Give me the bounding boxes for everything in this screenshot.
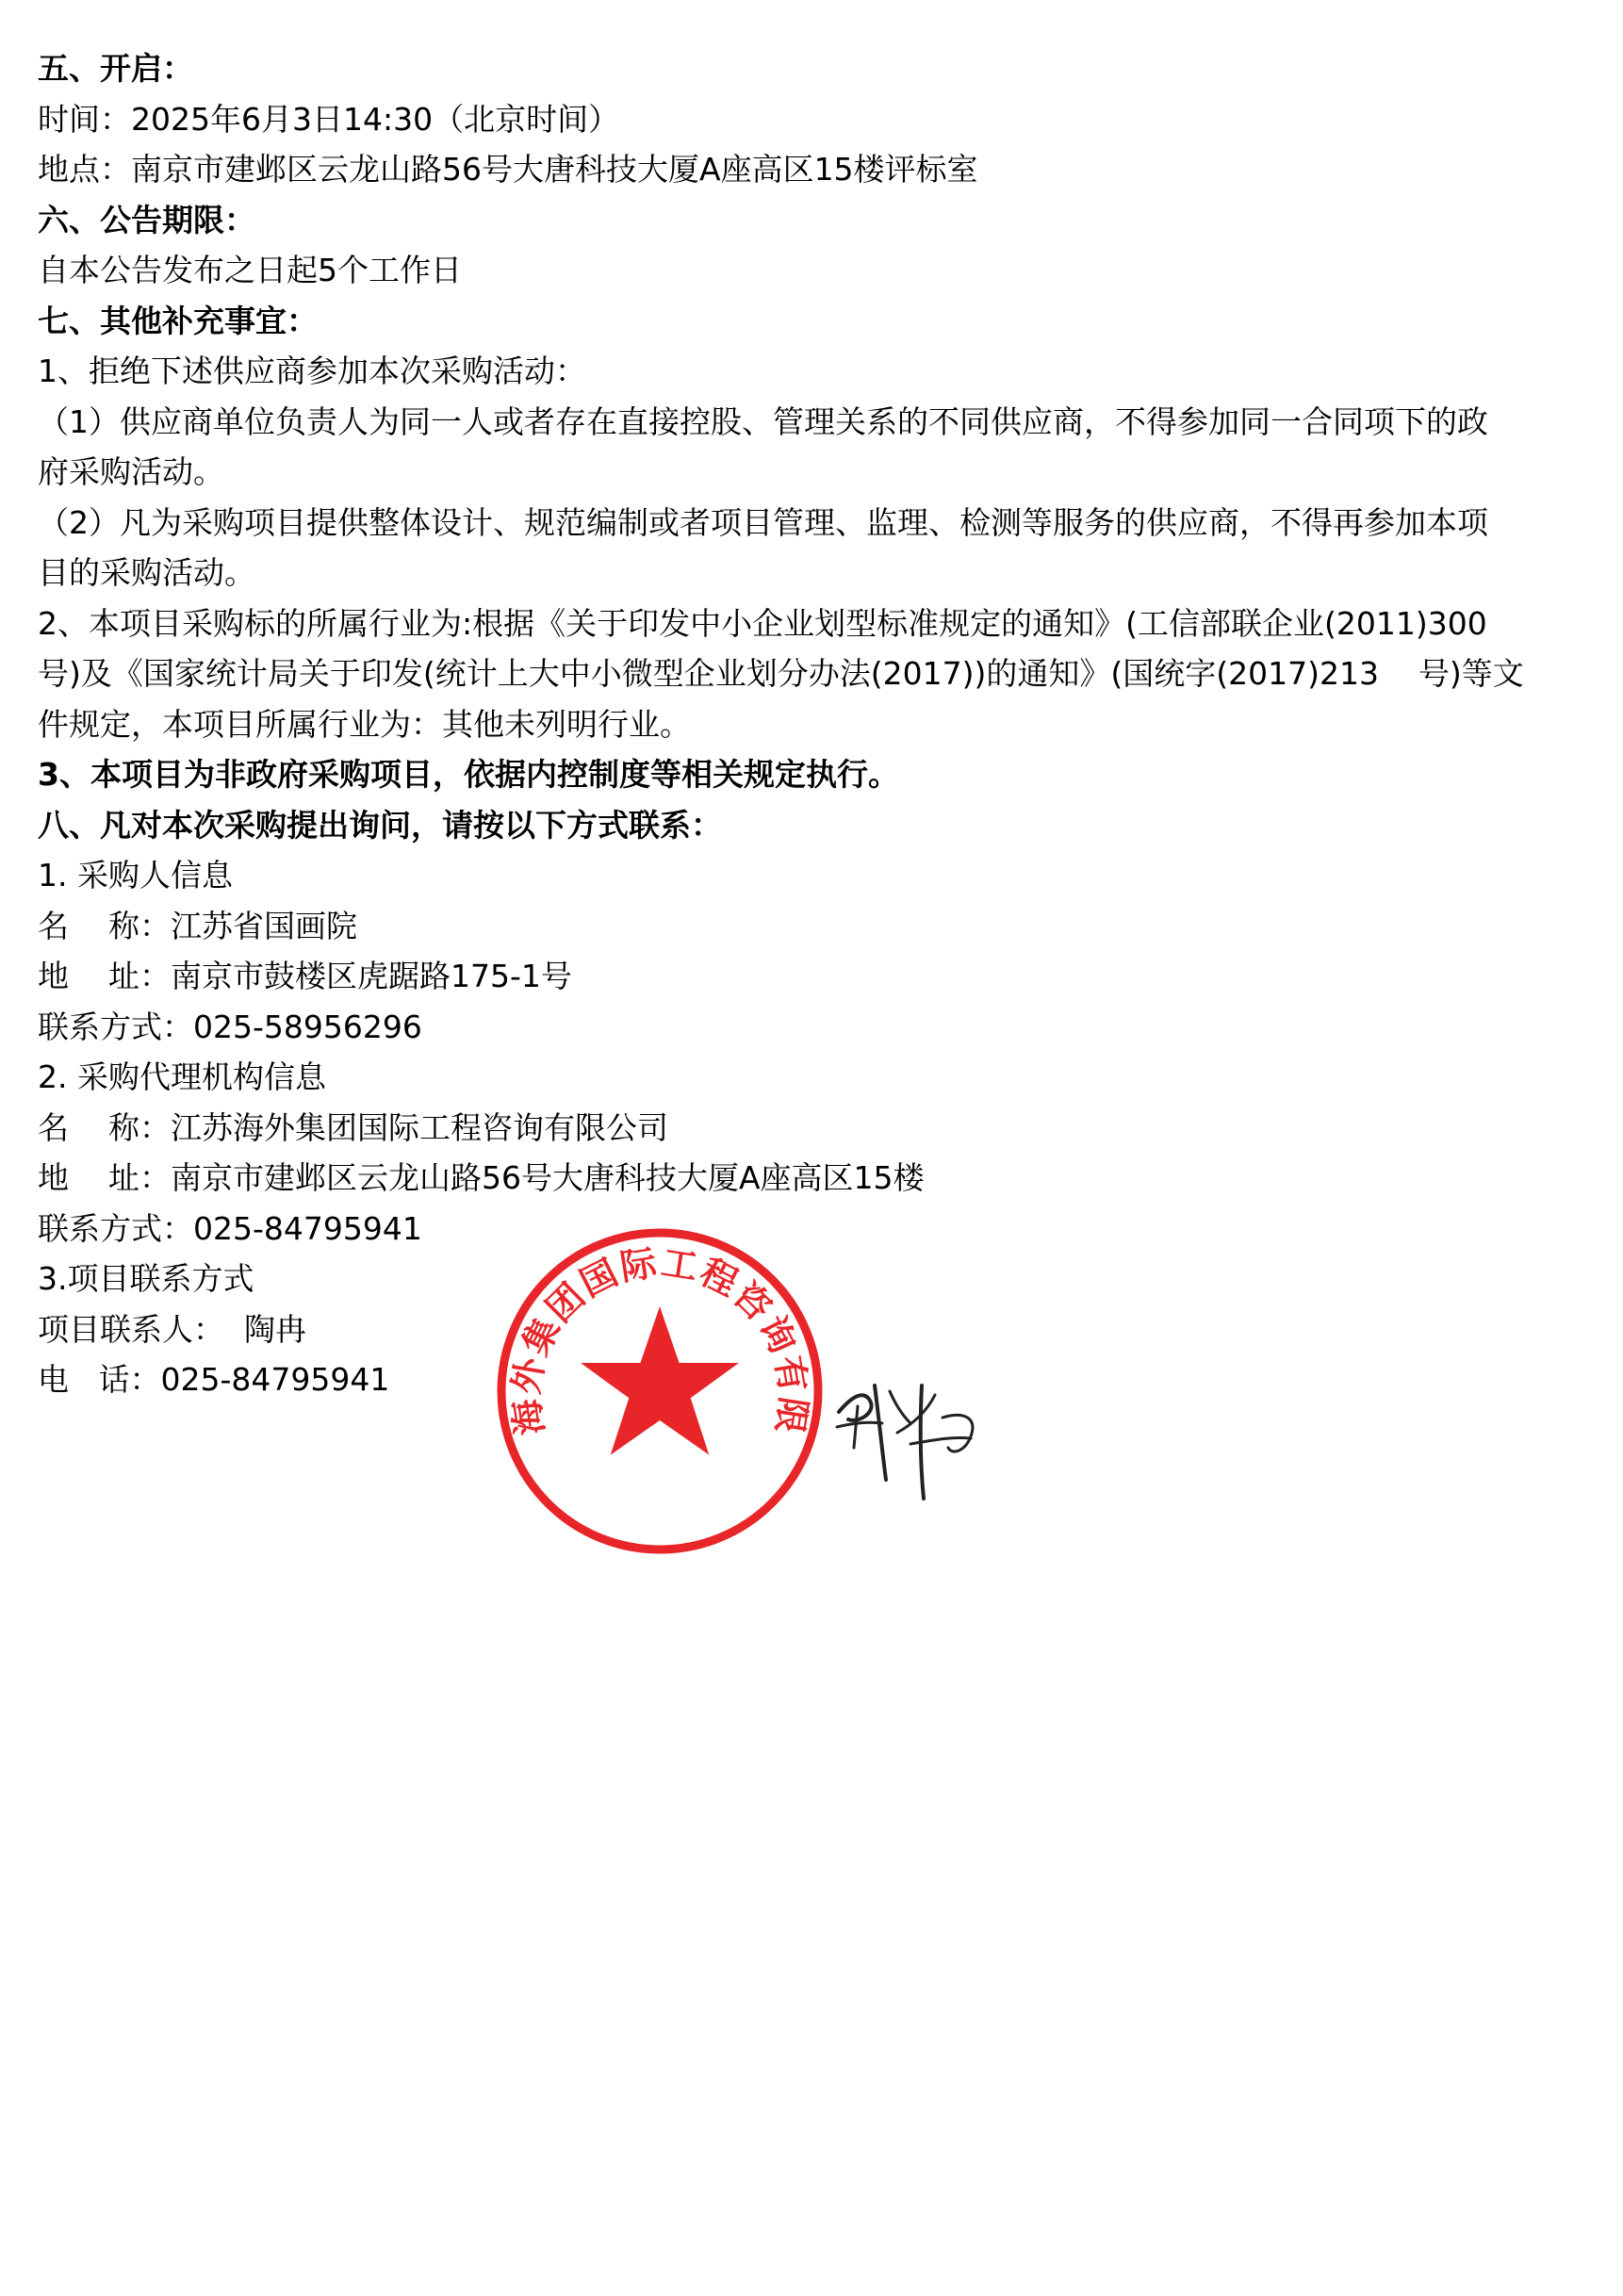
doc-line: 电 话：025-84795941	[38, 1361, 390, 1398]
seal-star-icon	[581, 1306, 739, 1455]
doc-line: 五、开启：	[38, 50, 193, 87]
doc-line: 地 址：南京市鼓楼区虎踞路175-1号	[38, 958, 572, 994]
doc-line: 1. 采购人信息	[38, 857, 233, 894]
doc-line: 地点：南京市建邺区云龙山路56号大唐科技大厦A座高区15楼评标室	[38, 151, 978, 188]
doc-line: 自本公告发布之日起5个工作日	[38, 252, 462, 288]
doc-line: 六、公告期限：	[38, 201, 255, 238]
signature-graphic	[829, 1357, 999, 1527]
doc-line: 1、拒绝下述供应商参加本次采购活动：	[38, 353, 586, 389]
doc-line: 时间：2025年6月3日14:30（北京时间）	[38, 100, 620, 138]
doc-line: 联系方式：025-84795941	[38, 1209, 422, 1247]
handwritten-signature	[829, 1357, 999, 1527]
doc-line: 号)及《国家统计局关于印发(统计上大中小微型企业划分办法(2017))的通知》(国统字(2017)213 号)等文	[38, 655, 1524, 692]
doc-line: 3、本项目为非政府采购项目，依据内控制度等相关规定执行。	[38, 756, 899, 793]
doc-line: 地 址：南京市建邺区云龙山路56号大唐科技大厦A座高区15楼	[38, 1159, 925, 1196]
doc-line: 七、其他补充事宜：	[38, 302, 318, 339]
doc-line: 2. 采购代理机构信息	[38, 1058, 326, 1095]
document-body	[38, 43, 1602, 1405]
doc-line: 目的采购活动。	[38, 554, 255, 591]
doc-line: 八、凡对本次采购提出询问，请按以下方式联系：	[38, 806, 722, 844]
doc-line: 项目联系人： 陶冉	[38, 1310, 306, 1348]
doc-line: 2、本项目采购标的所属行业为:根据《关于印发中小企业划型标准规定的通知》(工信部联企业(2011)300	[38, 604, 1487, 642]
doc-line: （2）凡为采购项目提供整体设计、规范编制或者项目管理、监理、检测等服务的供应商，不得再参加本项	[38, 503, 1488, 541]
doc-line: 3.项目联系方式	[38, 1260, 254, 1297]
doc-line: 联系方式：025-58956296	[38, 1008, 422, 1045]
seal-graphic	[490, 1222, 829, 1561]
doc-line: 名 称：江苏省国画院	[38, 907, 357, 944]
doc-line: 府采购活动。	[38, 453, 224, 490]
company-seal	[490, 1222, 829, 1561]
doc-line: 名 称：江苏海外集团国际工程咨询有限公司	[38, 1108, 668, 1146]
seal-text: 海外集团国际工程咨询有限	[503, 1240, 816, 1438]
doc-line: （1）供应商单位负责人为同一人或者存在直接控股、管理关系的不同供应商，不得参加同一合同项下的政	[38, 402, 1488, 440]
doc-line: 件规定，本项目所属行业为：其他未列明行业。	[38, 705, 691, 743]
